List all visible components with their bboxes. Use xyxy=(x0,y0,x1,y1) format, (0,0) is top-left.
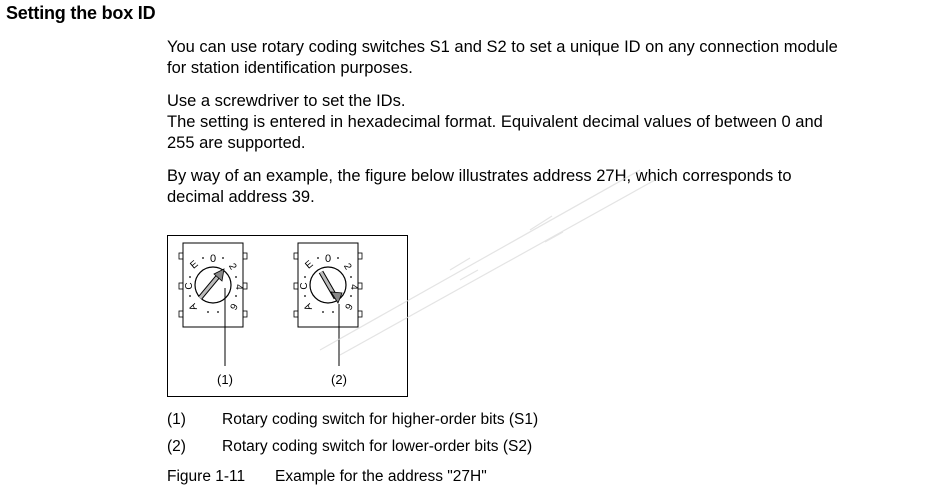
callout-label: (1) xyxy=(217,372,233,387)
dial-label: E xyxy=(303,258,316,272)
figure-number: Figure 1-11 xyxy=(167,468,246,485)
example-paragraph xyxy=(167,166,947,208)
dial-label: A xyxy=(302,301,315,312)
callout-label: (2) xyxy=(331,372,347,387)
legend-item xyxy=(167,438,532,456)
text-line: for station identification purposes. xyxy=(167,59,413,77)
rotary-switch-s1 xyxy=(179,243,247,387)
legend-item xyxy=(167,411,538,429)
text-line: decimal address 39. xyxy=(167,188,315,206)
text-line: By way of an example, the figure below illustrates address 27H, which corresponds to xyxy=(167,167,792,185)
dial-label: 2 xyxy=(226,261,239,272)
text-line: Use a screwdriver to set the IDs. xyxy=(167,92,406,110)
rotary-switch-s2 xyxy=(294,243,362,387)
text-line: 255 are supported. xyxy=(167,134,306,152)
intro-paragraph xyxy=(167,37,947,79)
section-heading: Setting the box ID xyxy=(6,3,156,23)
text-line: You can use rotary coding switches S1 and S2 to set a unique ID on any connection module xyxy=(167,38,838,56)
dial-label: C xyxy=(184,282,195,290)
setting-paragraph xyxy=(167,91,947,154)
dial-label: 6 xyxy=(342,301,355,312)
legend-number: (2) xyxy=(167,438,186,455)
dial-label: E xyxy=(188,258,201,272)
rotary-switch-figure xyxy=(167,235,408,397)
dial-label: 2 xyxy=(341,261,354,272)
legend-text: Rotary coding switch for lower-order bits (S2) xyxy=(222,438,533,455)
text-line: The setting is entered in hexadecimal format. Equivalent decimal values of between 0 and xyxy=(167,113,823,131)
figure-caption-text: Example for the address "27H" xyxy=(275,468,487,485)
legend-text: Rotary coding switch for higher-order bits (S1) xyxy=(222,411,539,428)
dial-label: 0 xyxy=(209,253,217,265)
dial-label: 4 xyxy=(233,284,244,290)
dial-label: 0 xyxy=(324,253,332,265)
dial-label: 4 xyxy=(348,284,359,290)
dial-label: C xyxy=(299,282,310,290)
dial-label: 6 xyxy=(227,301,240,312)
figure-caption xyxy=(167,468,487,486)
legend-number: (1) xyxy=(167,411,186,428)
dial-label: A xyxy=(187,301,200,312)
